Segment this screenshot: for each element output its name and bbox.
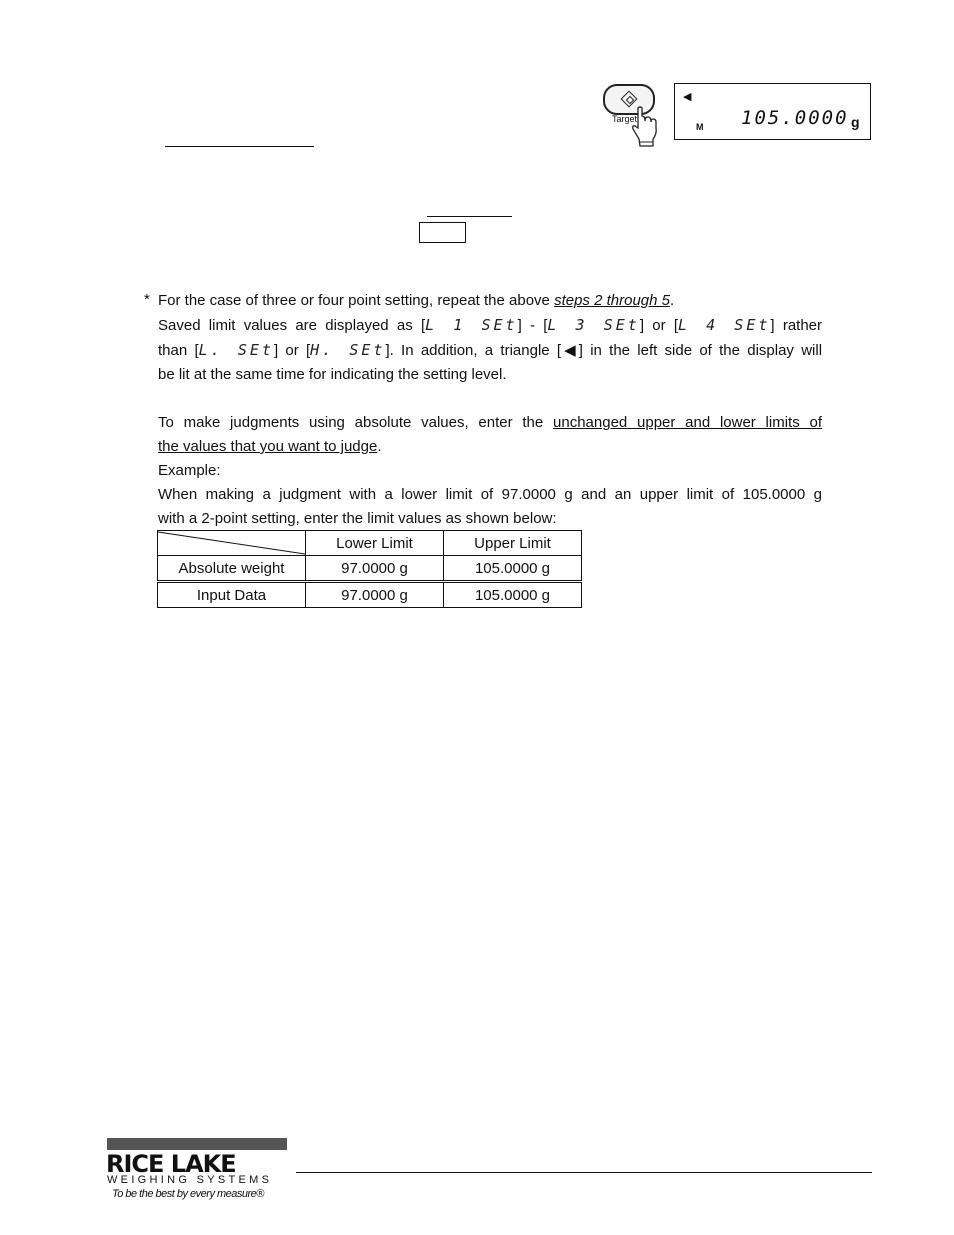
display-mode-m: M [696, 122, 704, 132]
level-indicator-triangle: ◀ [683, 91, 692, 103]
note-paragraph [158, 289, 822, 387]
balance-display [674, 83, 871, 140]
note-line-1: For the case of three or four point setting, repeat the above steps 2 through 5. [158, 292, 675, 309]
limits-table [157, 530, 582, 608]
steps-reference-link[interactable]: steps 2 through 5 [554, 292, 670, 309]
underline-fragment-2 [427, 216, 512, 217]
pointing-finger-icon [630, 106, 660, 148]
segment-l-set: L. SEt [198, 341, 274, 359]
note-asterisk: * [144, 291, 150, 308]
absolute-line-2: the values that you want to judge. [158, 438, 382, 455]
display-unit: g [851, 114, 860, 130]
display-value: 105.0000 [741, 107, 849, 129]
segment-l3-set: L 3 SEt [547, 316, 640, 334]
header-upper-limit: Upper Limit [444, 531, 582, 556]
row-label: Absolute weight [158, 556, 306, 582]
example-heading: Example: [158, 462, 221, 479]
diagonal-line [158, 531, 305, 555]
table-header-row [158, 531, 582, 556]
segment-h-set: H. SEt [310, 341, 386, 359]
row-upper: 105.0000 g [444, 582, 582, 608]
note-line-2: Saved limit values are displayed as [L 1 SEt] - [L 3 SEt] or [L 4 SEt] rather [158, 316, 823, 334]
key-box-fragment [419, 222, 466, 243]
footer-rule [296, 1172, 872, 1173]
absolute-paragraph [158, 411, 822, 531]
absolute-line-1: To make judgments using absolute values, enter the unchanged upper and lower limits of [158, 414, 822, 431]
table-row [158, 582, 582, 608]
note-line-3: than [L. SEt] or [H. SEt]. In addition, a triangle [◀] in the left side of the display will [158, 341, 823, 359]
rice-lake-logo: RICE LAKE [106, 1150, 236, 1178]
row-upper: 105.0000 g [444, 556, 582, 582]
example-line-1: When making a judgment with a lower limit of 97.0000 g and an upper limit of 105.0000 g [158, 486, 822, 503]
note-line-4: be lit at the same time for indicating the setting level. [158, 366, 507, 383]
table-corner-cell [158, 531, 306, 556]
logo-subtitle: WEIGHING SYSTEMS [107, 1174, 273, 1186]
segment-l1-set: L 1 SEt [425, 316, 518, 334]
row-lower: 97.0000 g [306, 556, 444, 582]
example-line-2: with a 2-point setting, enter the limit values as shown below: [158, 510, 557, 527]
row-lower: 97.0000 g [306, 582, 444, 608]
table-row [158, 556, 582, 582]
underline-fragment-1 [165, 146, 314, 147]
logo-bar [107, 1138, 287, 1150]
segment-l4-set: L 4 SEt [678, 316, 771, 334]
header-lower-limit: Lower Limit [306, 531, 444, 556]
target-button-label: Target [612, 114, 638, 124]
logo-tagline: To be the best by every measure® [112, 1188, 264, 1200]
row-label: Input Data [158, 582, 306, 608]
